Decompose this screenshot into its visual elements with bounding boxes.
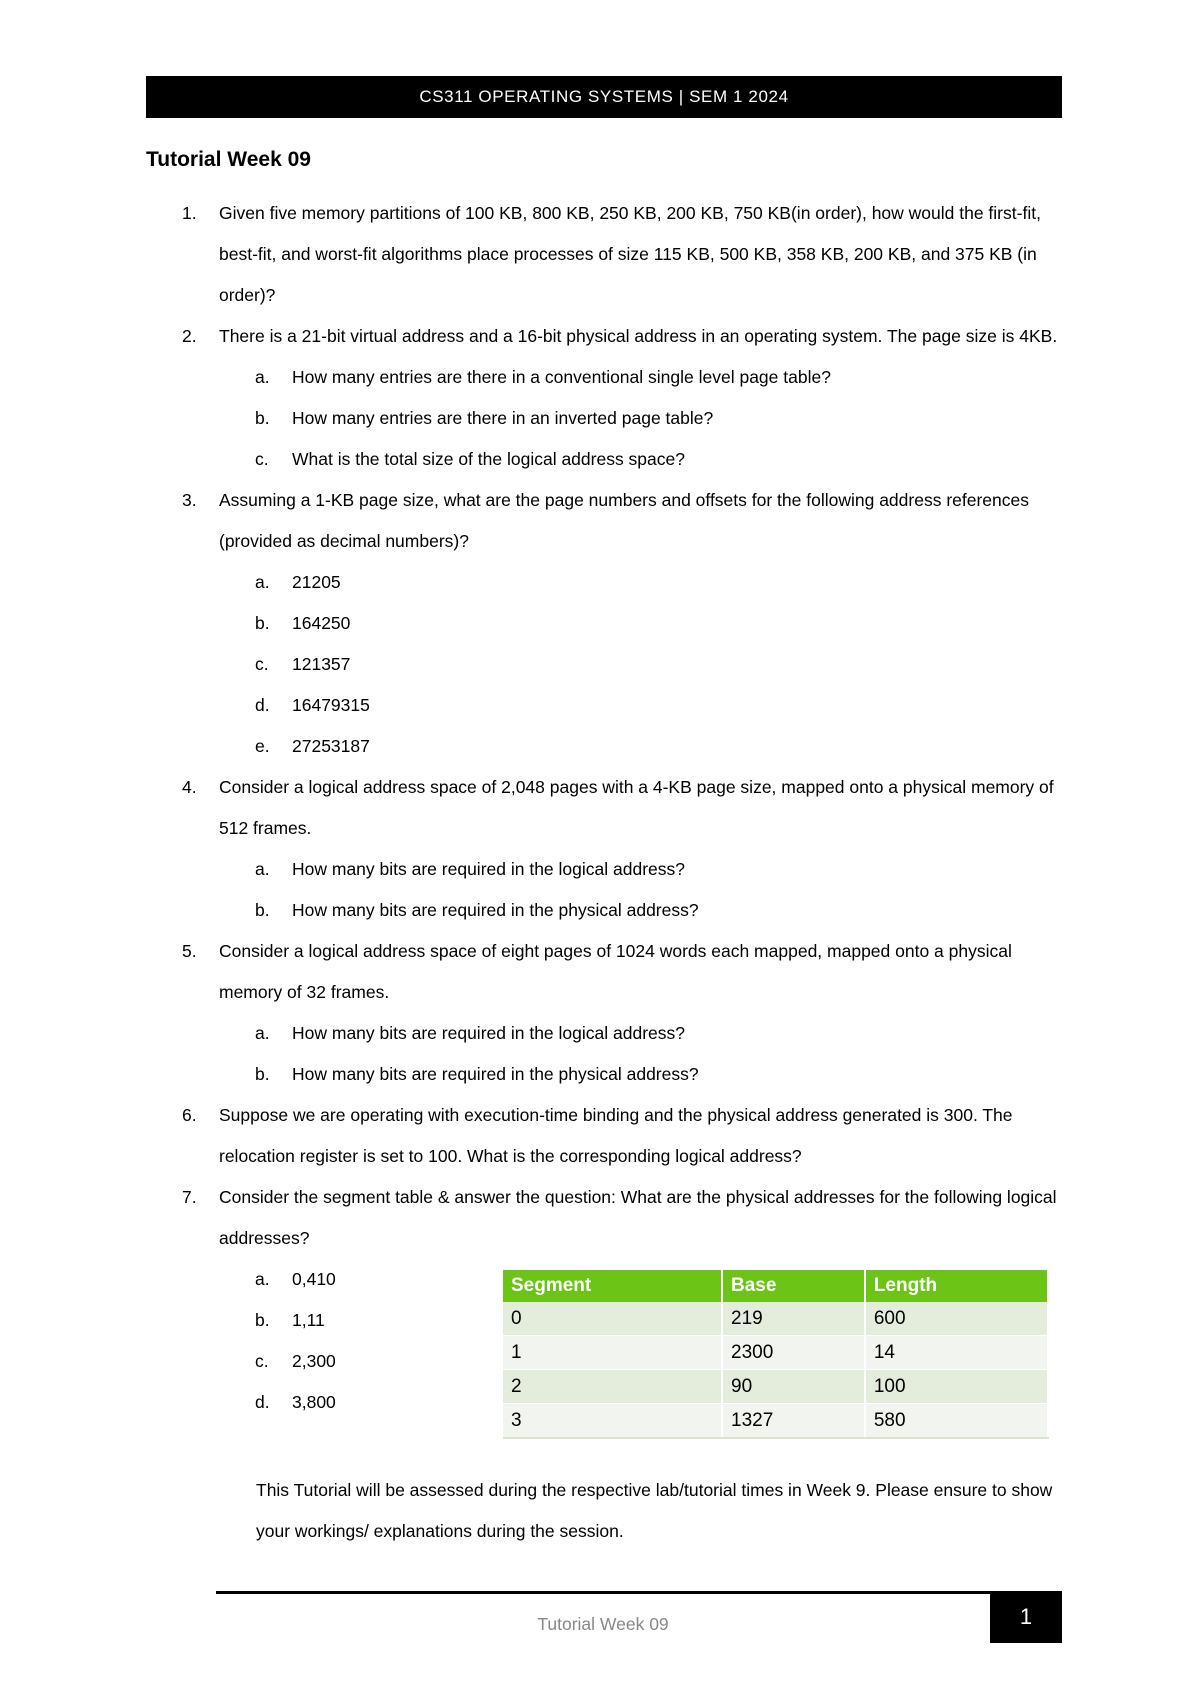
- sub-question-letter: b.: [255, 1310, 270, 1330]
- question-number: 5.: [182, 941, 197, 961]
- sub-question-letter: c.: [255, 1351, 269, 1371]
- table-cell: 600: [865, 1302, 1048, 1336]
- sub-question-text: 1,11: [292, 1310, 325, 1330]
- page-title: Tutorial Week 09: [146, 148, 311, 171]
- sub-question-text: How many bits are required in the physical address?: [292, 900, 699, 920]
- sub-question-text: How many bits are required in the logical address?: [292, 859, 685, 879]
- table-cell: 1327: [722, 1404, 865, 1439]
- table-cell: 2300: [722, 1336, 865, 1370]
- sub-question-list: [219, 1013, 1066, 1095]
- sub-question-item: [146, 849, 1066, 890]
- table-row: [503, 1370, 1048, 1404]
- table-header-cell: Length: [865, 1270, 1048, 1302]
- sub-question-item: [146, 603, 1066, 644]
- sub-question-text: How many bits are required in the physical address?: [292, 1064, 699, 1084]
- question-item: [146, 931, 1066, 1095]
- question-item: [146, 767, 1066, 931]
- table-row: [503, 1302, 1048, 1336]
- sub-question-text: 27253187: [292, 736, 370, 756]
- question-item: [146, 1095, 1066, 1177]
- question-number: 4.: [182, 777, 197, 797]
- question-number: 3.: [182, 490, 197, 510]
- sub-question-item: [146, 726, 1066, 767]
- sub-question-text: 121357: [292, 654, 351, 674]
- header-text: CS311 OPERATING SYSTEMS | SEM 1 2024: [419, 87, 789, 106]
- question-text: There is a 21-bit virtual address and a 16-bit physical address in an operating system. The page size is 4KB.: [219, 326, 1058, 346]
- sub-question-text: 164250: [292, 613, 351, 633]
- table-cell: 3: [503, 1404, 722, 1439]
- table-cell: 2: [503, 1370, 722, 1404]
- sub-question-letter: a.: [255, 859, 270, 879]
- sub-question-item: [146, 644, 1066, 685]
- page-header: [146, 76, 1062, 118]
- question-text: Given five memory partitions of 100 KB, 800 KB, 250 KB, 200 KB, 750 KB(in order), how would the first-fit, best-fit, and worst-fit algorithms place processes of size 115 KB, 500 KB, 358 KB, 200 KB, and 375 KB (in order)?: [219, 203, 1041, 305]
- sub-question-item: [146, 398, 1066, 439]
- sub-question-item: [146, 685, 1066, 726]
- closing-note: This Tutorial will be assessed during the respective lab/tutorial times in Week 9. Please ensure to show your workings/ explanations during the session.: [256, 1480, 1053, 1541]
- sub-question-letter: b.: [255, 900, 270, 920]
- sub-question-text: 3,800: [292, 1392, 336, 1412]
- page-number-label: 1: [1019, 1604, 1033, 1629]
- sub-question-list: [219, 562, 1066, 767]
- footer-text: Tutorial Week 09: [537, 1614, 669, 1634]
- sub-question-text: What is the total size of the logical address space?: [292, 449, 685, 469]
- question-item: [146, 193, 1066, 316]
- sub-question-item: [146, 562, 1066, 603]
- segment-table: [503, 1270, 1049, 1439]
- question-item: [146, 480, 1066, 767]
- table-header-cell: Segment: [503, 1270, 722, 1302]
- sub-question-letter: a.: [255, 1269, 270, 1289]
- sub-question-list: [219, 357, 1066, 480]
- question-text: Consider a logical address space of 2,048 pages with a 4-KB page size, mapped onto a physical memory of 512 frames.: [219, 777, 1054, 838]
- table-cell: 90: [722, 1370, 865, 1404]
- page-number: [990, 1591, 1062, 1643]
- sub-question-item: [146, 357, 1066, 398]
- footer-divider: [216, 1591, 990, 1594]
- sub-question-item: [146, 890, 1066, 931]
- sub-question-letter: a.: [255, 1023, 270, 1043]
- sub-question-text: How many entries are there in a conventional single level page table?: [292, 367, 831, 387]
- table-cell: 100: [865, 1370, 1048, 1404]
- sub-question-letter: d.: [255, 695, 270, 715]
- question-list: [146, 193, 1066, 1423]
- question-text: Assuming a 1-KB page size, what are the page numbers and offsets for the following address references (provided as decimal numbers)?: [219, 490, 1029, 551]
- question-number: 6.: [182, 1105, 197, 1125]
- sub-question-text: 0,410: [292, 1269, 336, 1289]
- question-number: 1.: [182, 203, 197, 223]
- sub-question-text: 2,300: [292, 1351, 336, 1371]
- sub-question-list: [219, 849, 1066, 931]
- question-number: 7.: [182, 1187, 197, 1207]
- question-item: [146, 316, 1066, 480]
- sub-question-item: [146, 439, 1066, 480]
- sub-question-letter: c.: [255, 654, 269, 674]
- sub-question-item: [146, 1013, 1066, 1054]
- table-header-cell: Base: [722, 1270, 865, 1302]
- table-cell: 580: [865, 1404, 1048, 1439]
- table-row: [503, 1404, 1048, 1439]
- sub-question-letter: e.: [255, 736, 270, 756]
- sub-question-letter: b.: [255, 408, 270, 428]
- sub-question-letter: b.: [255, 613, 270, 633]
- question-text: Consider the segment table & answer the question: What are the physical addresses for the following logical addresses?: [219, 1187, 1057, 1248]
- table-row: [503, 1336, 1048, 1370]
- sub-question-letter: a.: [255, 367, 270, 387]
- sub-question-letter: d.: [255, 1392, 270, 1412]
- sub-question-letter: b.: [255, 1064, 270, 1084]
- table-cell: 219: [722, 1302, 865, 1336]
- sub-question-letter: a.: [255, 572, 270, 592]
- question-text: Suppose we are operating with execution-time binding and the physical address generated is 300. The relocation register is set to 100. What is the corresponding logical address?: [219, 1105, 1013, 1166]
- sub-question-text: How many entries are there in an inverted page table?: [292, 408, 714, 428]
- table-cell: 1: [503, 1336, 722, 1370]
- sub-question-letter: c.: [255, 449, 269, 469]
- question-text: Consider a logical address space of eight pages of 1024 words each mapped, mapped onto a physical memory of 32 frames.: [219, 941, 1012, 1002]
- sub-question-item: [146, 1054, 1066, 1095]
- question-number: 2.: [182, 326, 197, 346]
- sub-question-text: 16479315: [292, 695, 370, 715]
- sub-question-text: How many bits are required in the logical address?: [292, 1023, 685, 1043]
- sub-question-text: 21205: [292, 572, 341, 592]
- segment-table-header-row: [503, 1270, 1048, 1302]
- table-cell: 0: [503, 1302, 722, 1336]
- table-cell: 14: [865, 1336, 1048, 1370]
